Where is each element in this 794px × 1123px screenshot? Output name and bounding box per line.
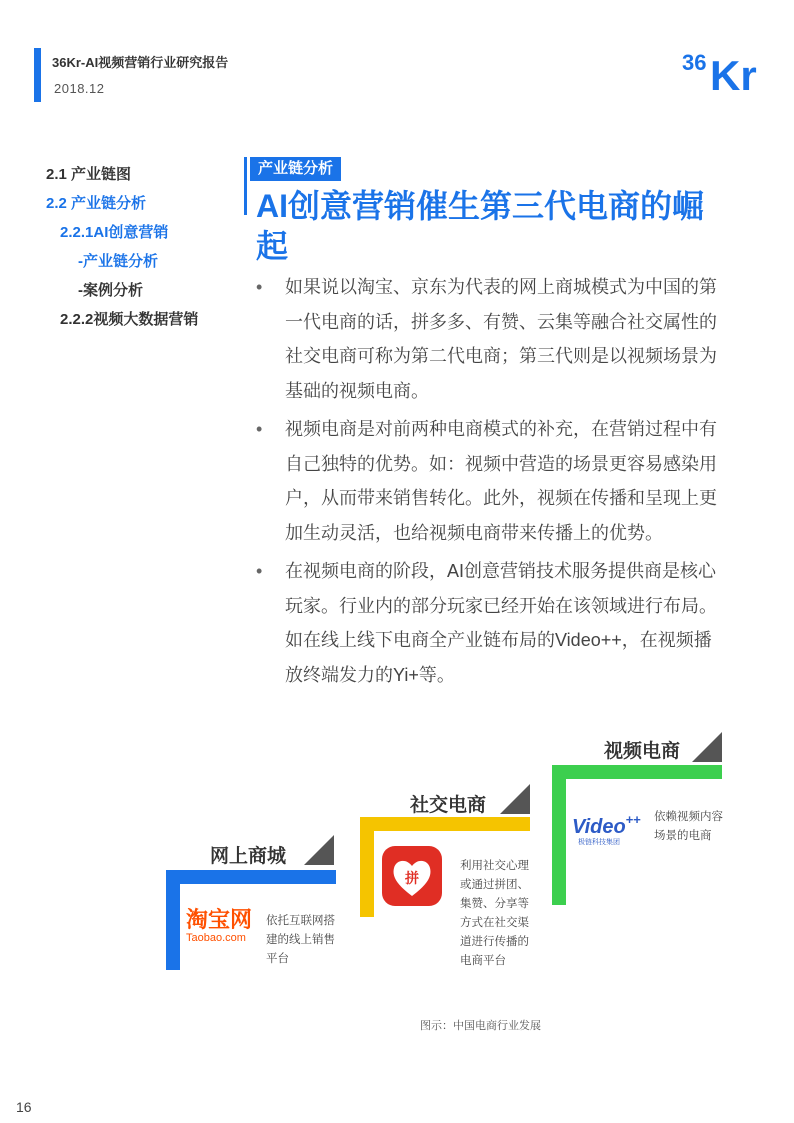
bullet-dot: • bbox=[256, 419, 263, 439]
page-heading: AI创意营销催生第三代电商的崛起 bbox=[256, 188, 705, 264]
header-accent-bar bbox=[34, 48, 41, 102]
pinduoduo-glyph: 拼 bbox=[405, 871, 419, 887]
taobao-logo bbox=[186, 908, 260, 948]
step-post-online-mall bbox=[166, 870, 180, 970]
step-triangle-icon bbox=[500, 784, 530, 814]
video-logo-sub: 极链科技集团 bbox=[578, 839, 620, 846]
logo-text-kr: Kr bbox=[710, 52, 757, 94]
table-of-contents bbox=[46, 160, 198, 334]
logo-text-36: 36 bbox=[682, 50, 707, 75]
step-post-social bbox=[360, 817, 374, 917]
video-plus-logo bbox=[572, 812, 650, 852]
video-logo-sup: ++ bbox=[625, 812, 641, 827]
pinduoduo-heart-icon bbox=[382, 846, 442, 906]
toc-item-2-2-1[interactable]: 2.2.1AI创意营销 bbox=[60, 224, 169, 241]
toc-item-case-analysis[interactable]: -案例分析 bbox=[78, 282, 143, 299]
step-triangle-icon bbox=[304, 835, 334, 865]
video-logo-main: Video bbox=[572, 816, 626, 838]
toc-item-chain-analysis[interactable]: -产业链分析 bbox=[78, 253, 158, 270]
step-label-online-mall: 网上商城 bbox=[210, 846, 287, 867]
report-date: 2018.12 bbox=[54, 81, 105, 96]
bullet-item bbox=[256, 554, 726, 692]
taobao-logo-sub: Taobao.com bbox=[186, 932, 246, 944]
toc-item-2-2-2[interactable]: 2.2.2视频大数据营销 bbox=[60, 311, 199, 328]
pinduoduo-logo bbox=[382, 846, 442, 906]
step-desc-online-mall: 依托互联网搭建的线上销售平台 bbox=[266, 915, 335, 965]
toc-item-2-1[interactable]: 2.1 产业链图 bbox=[46, 166, 132, 183]
step-label-video: 视频电商 bbox=[604, 741, 681, 762]
section-accent-line bbox=[244, 157, 247, 215]
bullet-text: 在视频电商的阶段，AI创意营销技术服务提供商是核心玩家。行业内的部分玩家已经开始在该领域进行布局。如在线上线下电商全产业链布局的Video++，在视频播放终端发力的Yi+等。 bbox=[285, 561, 717, 685]
bullet-item bbox=[256, 270, 726, 408]
step-post-video bbox=[552, 765, 566, 905]
section-tag: 产业链分析 bbox=[250, 157, 341, 181]
toc-item-2-2[interactable]: 2.2 产业链分析 bbox=[46, 195, 147, 212]
bullet-list bbox=[256, 270, 726, 696]
bullet-dot: • bbox=[256, 561, 263, 581]
36kr-logo bbox=[680, 46, 766, 94]
page-number: 16 bbox=[16, 1099, 32, 1115]
bullet-text: 如果说以淘宝、京东为代表的网上商城模式为中国的第一代电商的话，拼多多、有赞、云集等融合社交属性的社交电商可称为第二代电商；第三代则是以视频场景为基础的视频电商。 bbox=[285, 277, 717, 401]
step-desc-video: 依赖视频内容场景的电商 bbox=[654, 811, 723, 842]
step-desc-social: 利用社交心理或通过拼团、集赞、分享等方式在社交渠道进行传播的电商平台 bbox=[460, 860, 529, 967]
step-label-social: 社交电商 bbox=[410, 795, 487, 816]
bullet-item bbox=[256, 412, 726, 550]
step-bar-online-mall bbox=[166, 870, 336, 884]
step-bar-social bbox=[360, 817, 530, 831]
bullet-dot: • bbox=[256, 277, 263, 297]
bullet-text: 视频电商是对前两种电商模式的补充，在营销过程中有自己独特的优势。如：视频中营造的场景更容易感染用户，从而带来销售转化。此外，视频在传播和呈现上更加生动灵活，也给视频电商带来传播上的优势。 bbox=[285, 419, 717, 543]
step-triangle-icon bbox=[692, 732, 722, 762]
figure-caption: 图示：中国电商行业发展 bbox=[420, 1020, 541, 1032]
report-title: 36Kr-AI视频营销行业研究报告 bbox=[52, 55, 229, 70]
taobao-logo-main: 淘宝网 bbox=[186, 907, 253, 932]
step-bar-video bbox=[552, 765, 722, 779]
